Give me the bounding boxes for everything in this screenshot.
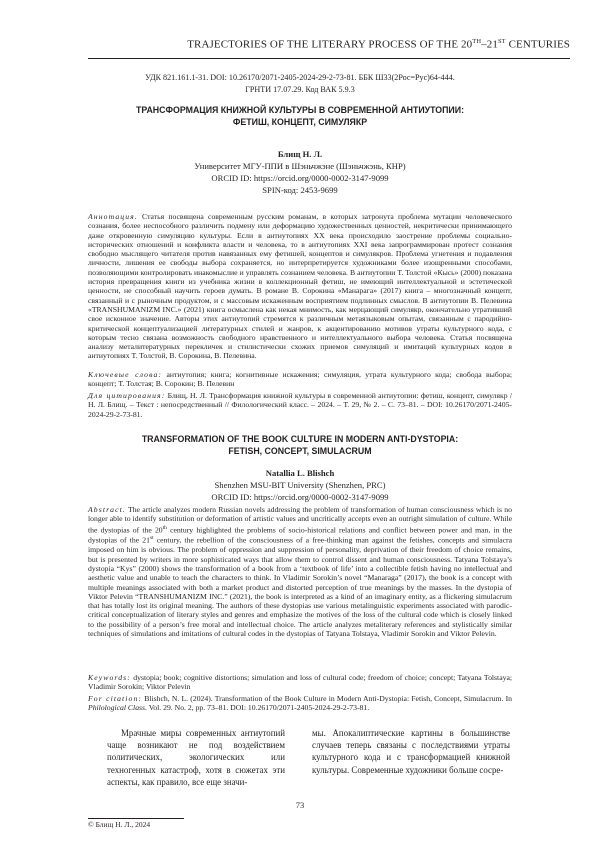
citation-label: Для цитирования:: [88, 391, 166, 400]
body-text-right-column: мы. Апокалиптические картины в большинстве случаев теперь связаны с последствиями утраты культурного кода и с трансформацией книжной культуры. Современные художники больше сосре-: [312, 728, 510, 775]
copyright-notice: © Блищ Н. Л., 2024: [88, 820, 151, 829]
spin-code: SPIN-код: 2453-9699: [262, 185, 338, 195]
keywords-label: Ключевые слова:: [88, 370, 163, 379]
title-english: TRANSFORMATION OF THE BOOK CULTURE IN MODERN ANTI-DYSTOPIA: FETISH, CONCEPT, SIMULACRUM: [141, 434, 459, 456]
citation-russian: [88, 391, 512, 419]
running-head: TRAJECTORIES OF THE LITERARY PROCESS OF THE 20TH–21ST CENTURIES: [187, 38, 570, 51]
abstract-russian: [88, 212, 512, 361]
author-name: Блищ Н. Л.: [277, 149, 323, 159]
body-text-left-column: Мрачные миры современных антиутопий чаще возникают не под воздействием политических, экологических или техногенных катастроф, хотя в сюжетах эти аспекты, как правило, все еще значи-: [107, 728, 285, 787]
abstract-label: Аннотация.: [88, 212, 138, 221]
citation-text: Блищ, Н. Л. Трансформация книжной культуры в современной антиутопии: фетиш, концепт, симулякр / Н. Л. Блищ. – Текст : непосредственный // Филологический класс. – 2024. – Т. 29, № 2. – С. 73–81. – DOI: 10.26170/2071-2405-2024-29-2-73-81.: [88, 391, 512, 419]
footnote-rule: [88, 818, 184, 819]
page-number: 73: [295, 800, 305, 810]
keywords-label: Keywords:: [88, 673, 131, 682]
keywords-text: dystopia; book; cognitive distortions; simulation and loss of cultural code; freedom of choice; concept; Tatyana Tolstaya; Vladimir Sorokin; Viktor Pelevin: [88, 673, 512, 692]
abstract-english: Abstract. The article analyzes modern Russian novels addressing the problem of transformation of human consciousness which is no longer able to identify substitution or deformation of artistic values and uncritically accepts even an outright simulation of culture. While the dystopias of the 20th century highlighted the problems of socio-historical relations and conflict between power and man, in the dystopias of the 21st century, the rebellion of the consciousness of a free-thinking man against the fetishes, concepts and simulacra imposed on him is obvious. The problem of oppression and suppression of personality, deprivation of their freedom of choice remains, but is presented by writers in more sophisticated ways that allow them to control dissent and human consciousness. Tatyana Tolstaya’s dystopia “Kys” (2000) shows the transformation of a book from a ‘textbook of life’ into a collectible fetish having no intellectual and aesthetic value and unable to teach the characters to think. In Vladimir Sorokin’s novel “Manaraga” (2017), the book is a concept with multiple meanings associated with both a market product and distorted perception of true meanings by the masses. In the dystopia of Viktor Pelevin “TRANSHUMANIZM INC.” (2021), the book is interpreted as a kind of an imaginary entity, as a flickering simulacrum that has totally lost its original meaning. The authors of these dystopias use various metalinguistic experiments associated with parodic-critical conceptualization of literary styles and genres and emphasize the motives of the loss of the cultural code which is closely linked to the possibility of a person’s free moral and intellectual choice. The article analyzes metaliterary references and stylistically similar techniques of simulations and imitations of cultural codes in the dystopias of Tatyana Tolstaya, Vladimir Sorokin and Viktor Pelevin.: [88, 505, 513, 638]
author-block-russian: [88, 148, 512, 196]
udc-doi-line: УДК 821.161.1-31. DOI: 10.26170/2071-2405-2024-29-2-73-81. ББК Ш33(2Рос=Рус)64-444.: [145, 73, 455, 82]
citation-english: For citation: Blishch, N. L. (2024). Transformation of the Book Culture in Modern Anti-Dystopia: Fetish, Concept, Simulacrum. In Philological Class. Vol. 29. No. 2, pp. 73–81. DOI: 10.26170/2071-2405-2024-29-2-73-81.: [88, 694, 512, 713]
keywords-russian: [88, 370, 512, 389]
author-block-english: [88, 467, 512, 503]
classification-codes: [88, 72, 512, 96]
orcid-link[interactable]: ORCID ID: https://orcid.org/0000-0002-3147-9099: [211, 492, 389, 502]
affiliation: Университет МГУ-ППИ в Шэньчжэне (Шэньчжэнь, КНР): [194, 161, 406, 171]
keywords-english: [88, 673, 512, 692]
author-name: Natallia L. Blishch: [265, 468, 335, 478]
grnti-line: ГРНТИ 17.07.29. Код ВАК 5.9.3: [245, 85, 355, 94]
abstract-text: Статья посвящена современным русским романам, в которых затронута проблема мутации человеческого сознания, более неспособного различить подмену или деформацию художественных ценностей, некритически принимающего даже откровенную симуляцию культуры. Если в антиутопиях XX века происходило заострение проблемы социально-исторических отношений и конфликта власти и человека, то в антиутопиях XXI века запрограммирован протест сознания свободно мыслящего читателя против навязанных ему фетишей, концептов и симулякров. Проблема угнетения и подавления личности, лишения ее свободы выбора сохраняется, но интерпретируется художниками более изощренными способами, позволяющими контролировать инакомыслие и управлять сознанием человека. В антиутопии Т. Толстой «Кысь» (2000) показана история превращения книги из учебника жизни в коллекционный фетиш, не имеющий интеллектуальной и эстетической ценности, не способный научить героев думать. В романе В. Сорокина «Манарага» (2017) книга – многозначный концепт, связанный и с рыночным продуктом, и с массовым искаженным восприятием подлинных смыслов. В антиутопии В. Пелевина «TRANSHUMANIZM INC.» (2021) книга осмыслена как некая мнимость, как мерцающий симулякр, окончательно утративший свое исконное значение. Авторы этих антиутопий стремятся к различным метаязыковым опытам, связанным с пародийно-критической концептуализацией литературных стилей и жанров, к акцентированию мотивов утраты культурного кода, с которым тесно связана возможность свободного нравственного и интеллектуального выбора человека. Статья посвящена анализу металитературных перекличек и стилистически схожих приемов симуляций и имитаций культурных кодов в антиутопиях Т. Толстой, В. Сорокина, В. Пелевина.: [88, 212, 512, 361]
keywords-text: антиутопия; книга; когнитивные искажения; симуляция, утрата культурного кода; свобода выбора; концепт; Т. Толстая; В. Сорокин; В. Пелевин: [88, 370, 512, 389]
abstract-label: Abstract.: [88, 505, 126, 514]
orcid-link[interactable]: ORCID ID: https://orcid.org/0000-0002-3147-9099: [211, 173, 389, 183]
title-russian: ТРАНСФОРМАЦИЯ КНИЖНОЙ КУЛЬТУРЫ В СОВРЕМЕННОЙ АНТИУТОПИИ: ФЕТИШ, КОНЦЕПТ, СИМУЛЯКР: [135, 105, 465, 127]
citation-label: For citation:: [88, 694, 143, 703]
header-rule: [88, 58, 570, 59]
affiliation: Shenzhen MSU-BIT University (Shenzhen, PRC): [214, 480, 386, 490]
journal-name: Philological Class: [88, 703, 146, 713]
